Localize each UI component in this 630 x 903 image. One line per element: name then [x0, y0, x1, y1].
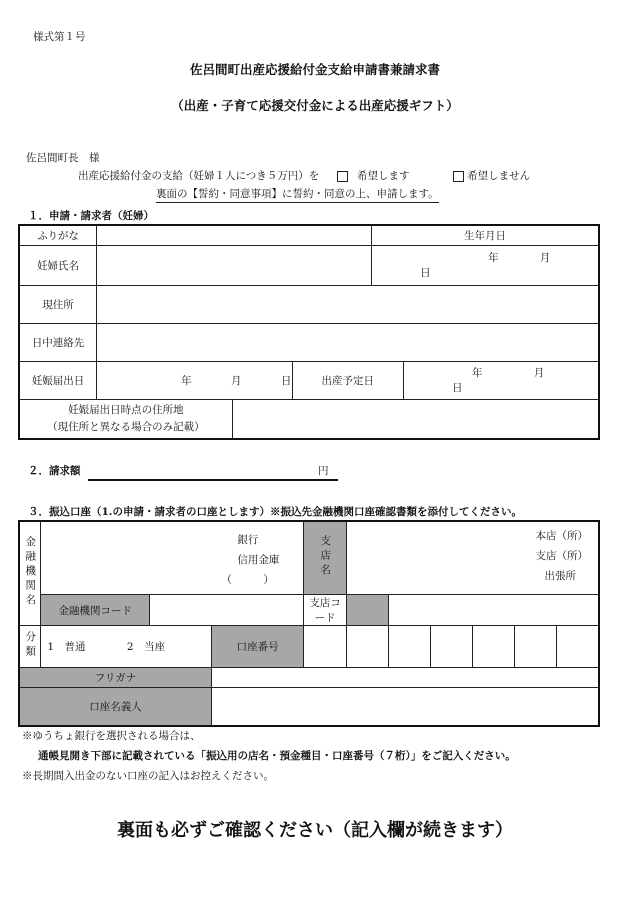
birthdate-label: 生年月日	[372, 225, 599, 245]
section1-heading: １．申請・請求者（妊婦）	[28, 210, 154, 222]
account-number-label: 口座番号	[211, 626, 303, 668]
address-label: 現住所	[19, 285, 97, 323]
account-holder-field[interactable]	[211, 688, 599, 726]
bank-table	[18, 520, 600, 727]
page-subtitle: （出産・子育て応援交付金による出産応援ギフト）	[171, 98, 459, 113]
account-digit-6[interactable]	[515, 626, 557, 668]
section3-heading: ３．振込口座（1.の申請・請求者の口座とします）※振込先金融機関口座確認書類を添付してください。	[28, 506, 522, 518]
account-digit-2[interactable]	[346, 626, 388, 668]
contact-label: 日中連絡先	[19, 323, 97, 361]
wish-checkbox[interactable]	[337, 171, 348, 182]
note-line-2: 通帳見開き下部に記載されている「振込用の店名・預金種目・口座番号（７桁）」をご記入ください。	[38, 750, 516, 762]
page-title: 佐呂間町出産応援給付金支給申請書兼請求書	[189, 62, 440, 77]
institution-name-field[interactable]: 銀行 信用金庫 （ ）	[41, 521, 304, 595]
applicant-table	[18, 224, 600, 440]
addressee: 佐呂間町長 様	[26, 152, 100, 164]
account-digit-4[interactable]	[431, 626, 473, 668]
account-type-field[interactable]	[41, 626, 212, 668]
amount-field[interactable]	[88, 479, 338, 481]
contact-field[interactable]	[97, 323, 599, 361]
type-current[interactable]: 2 当座	[126, 641, 166, 653]
type-label: 分類	[19, 626, 41, 668]
name-label: 妊婦氏名	[19, 245, 97, 285]
footer-notice: 裏面も必ずご確認ください（記入欄が続きます）	[117, 820, 513, 841]
prev-address-label: 妊娠届出日時点の住所地 （現住所と異なる場合のみ記載）	[19, 399, 232, 439]
form-number: 様式第１号	[33, 31, 86, 43]
wish-label: 希望します	[356, 170, 410, 182]
type-regular[interactable]: 1 普通	[47, 641, 86, 653]
account-digit-7[interactable]	[557, 626, 599, 668]
branch-code-gray	[346, 595, 388, 626]
prev-address-field[interactable]	[232, 399, 599, 439]
pledge-line: 裏面の【誓約・同意事項】に誓約・同意の上、申請します。	[156, 186, 439, 203]
due-date-field[interactable]: 年 月 日	[403, 361, 599, 399]
account-holder-label: 口座名義人	[19, 688, 211, 726]
account-digit-3[interactable]	[389, 626, 431, 668]
due-date-label: 出産予定日	[292, 361, 403, 399]
holder-furigana-field[interactable]	[211, 668, 599, 688]
branch-name-label: 支店名	[304, 521, 347, 595]
no-wish-label: 希望しません	[467, 170, 531, 182]
no-wish-checkbox[interactable]	[453, 171, 464, 182]
birthdate-field[interactable]: 年 月 日	[372, 245, 599, 285]
branch-name-field[interactable]: 本店（所） 支店（所） 出張所	[346, 521, 599, 595]
holder-furigana-label: フリガナ	[19, 668, 211, 688]
note-line-3: ※長期間入出金のない口座の記入はお控えください。	[22, 770, 274, 782]
notify-date-label: 妊娠届出日	[19, 361, 97, 399]
account-digit-5[interactable]	[473, 626, 515, 668]
institution-code-label: 金融機関コード	[41, 595, 150, 626]
intro-text: 出産応援給付金の支給（妊婦１人につき５万円）を	[78, 170, 320, 182]
name-field[interactable]	[97, 245, 372, 285]
institution-name-label: 金融機関名	[19, 521, 41, 626]
note-line-1: ※ゆうちょ銀行を選択される場合は、	[22, 730, 201, 742]
furigana-label: ふりがな	[19, 225, 97, 245]
furigana-field[interactable]	[97, 225, 372, 245]
branch-code-field[interactable]	[389, 595, 599, 626]
institution-code-field[interactable]	[150, 595, 304, 626]
notify-date-field[interactable]: 年 月 日	[97, 361, 292, 399]
amount-unit: 円	[318, 465, 329, 477]
account-digit-1[interactable]	[304, 626, 347, 668]
branch-code-label: 支店コード	[304, 595, 347, 626]
intro-line	[78, 168, 530, 183]
section2-heading: ２．請求額	[28, 465, 81, 477]
address-field[interactable]	[97, 285, 599, 323]
